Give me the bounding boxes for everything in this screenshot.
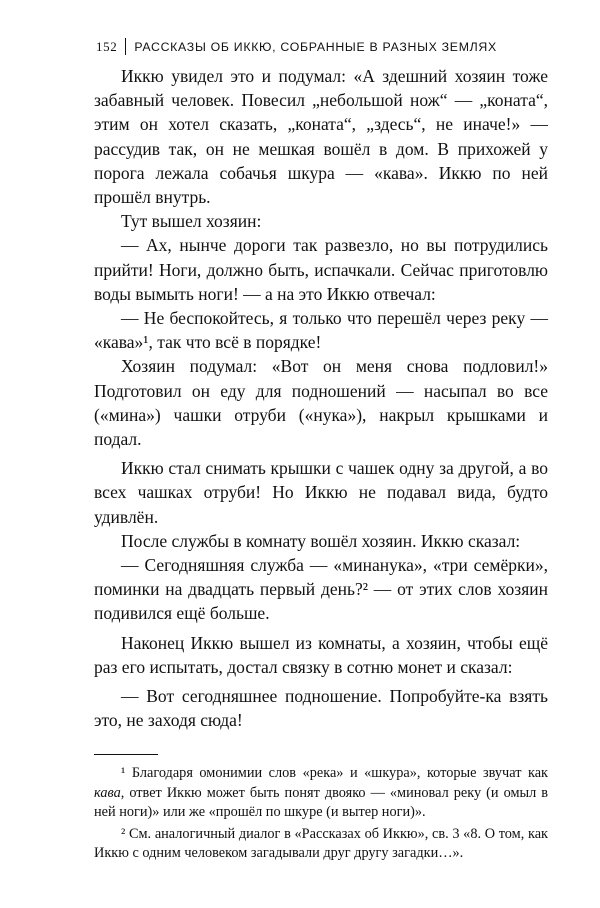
- paragraph: Хозяин подумал: «Вот он меня снова подловил!» Подготовил он еду для подношений — насыпал во все («мина») чашки отруби («нука»), накрыл крышками и подал.: [94, 356, 548, 450]
- footnote-1-italic-word: кава: [94, 784, 121, 801]
- footnote-2: ² См. аналогичный диалог в «Рассказах об Иккю», св. 3 «8. О том, как Иккю с одним человеком загадывали друг другу загадки…».: [94, 825, 548, 862]
- paragraph: Тут вышел хозяин:: [121, 211, 262, 232]
- footnote-1: [94, 764, 548, 823]
- paragraph: Наконец Иккю вышел из комнаты, а хозяин, чтобы ещё раз его испытать, достал связку в сотню монет и сказал:: [94, 632, 548, 677]
- paragraph: Иккю увидел это и подумал: «А здешний хозяин тоже забавный человек. Повесил „небольшой нож“ — „коната“, этим он хотел сказать, „коната“, „здесь“, не иначе!» — рассудив так, он не мешкая вошёл в дом. В прихожей у порога лежала собачья шкура — «кава». Иккю по ней прошёл внутрь.: [94, 66, 548, 208]
- paragraph: — Сегодняшняя служба — «минанука», «три семёрки», поминки на двадцать первый день?² — от этих слов хозяин подивился ещё больше.: [94, 555, 548, 624]
- body-text: [94, 64, 548, 732]
- header-divider: [125, 38, 126, 55]
- paragraph: Иккю стал снимать крышки с чашек одну за другой, а во всех чашках отруби! Но Иккю не подавал вида, будто удивлён.: [94, 458, 548, 527]
- page-number: 152: [96, 38, 118, 54]
- paragraph: После службы в комнату вошёл хозяин. Иккю сказал:: [121, 530, 521, 551]
- footnote-1-text: ¹ Благодаря омонимии слов «река» и «шкура», которые звучат как: [121, 765, 548, 781]
- footnotes: [94, 764, 548, 864]
- paragraph: — Ах, нынче дороги так развезло, но вы потрудились прийти! Ноги, должно быть, испачкали. Сейчас приготовлю воды вымыть ноги! — а на это Иккю отвечал:: [94, 235, 548, 304]
- running-title: РАССКАЗЫ ОБ ИККЮ, СОБРАННЫЕ В РАЗНЫХ ЗЕМЛЯХ: [134, 39, 497, 54]
- footnote-1-text-end: , ответ Иккю может быть понят двояко — «миновал реку (и омыл в ней ноги)» или же «прошёл по шкуре (и вытер ноги)».: [94, 784, 548, 821]
- paragraph: — Вот сегодняшнее подношение. Попробуйте-ка взять это, не заходя сюда!: [94, 686, 548, 731]
- paragraph: — Не беспокойтесь, я только что перешёл через реку — «кава»¹, так что всё в порядке!: [94, 308, 548, 353]
- running-header: [96, 38, 544, 55]
- footnote-rule: [94, 754, 158, 755]
